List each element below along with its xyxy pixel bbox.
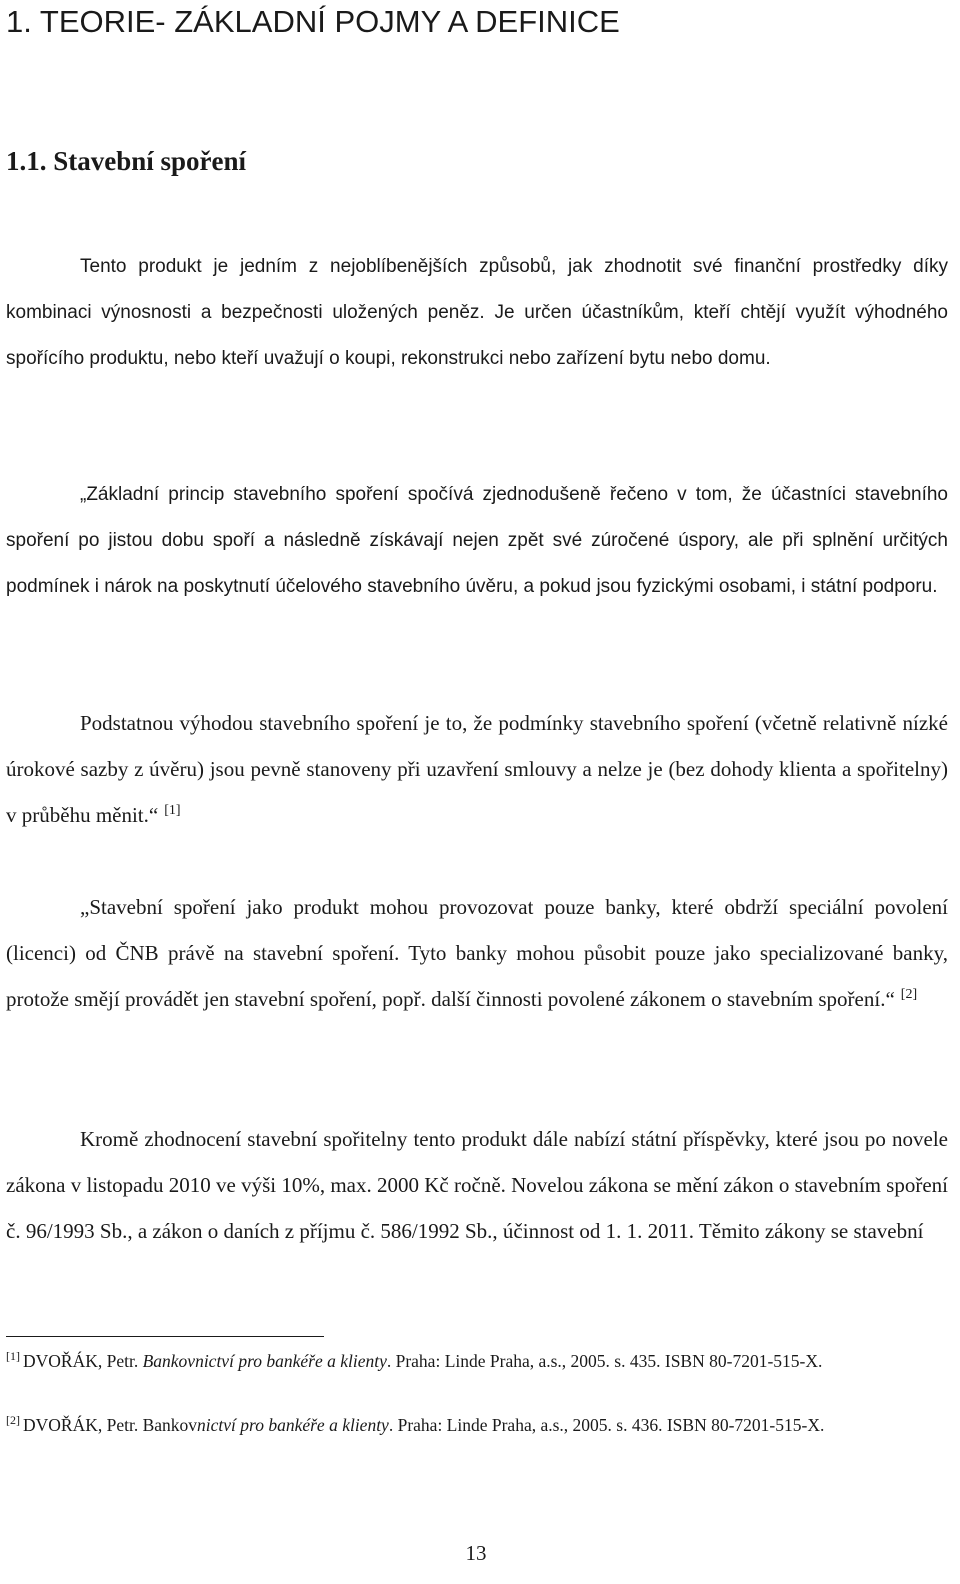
paragraph-principle-quote — [6, 472, 948, 610]
footnote-separator — [6, 1336, 324, 1337]
citation-ref-2: [2] — [900, 987, 918, 1002]
footnote-publication: . Praha: Linde Praha, a.s., 2005. s. 436. ISBN 80-7201-515-X. — [388, 1415, 825, 1435]
footnote-author: DVOŘÁK, Petr. — [23, 1415, 139, 1435]
footnote-mark: [2] — [6, 1413, 20, 1428]
footnote-1 — [6, 1346, 948, 1377]
footnote-publication: . Praha: Linde Praha, a.s., 2005. s. 435. ISBN 80-7201-515-X. — [386, 1351, 823, 1371]
paragraph-banks-quote — [6, 884, 948, 1022]
page-number: 13 — [465, 1541, 487, 1565]
citation-ref-1: [1] — [164, 803, 181, 818]
paragraph-intro — [6, 244, 948, 382]
paragraph-state-contribution — [6, 1116, 948, 1254]
paragraph-banks-text: „Stavební spoření jako produkt mohou provozovat pouze banky, které obdrží speciální povolení (licenci) od ČNB právě na stavební spoření. Tyto banky mohou působit pouze jako specializované banky, protože smějí provádět jen stavební spoření, popř. další činnosti povolené zákonem o stavebním spoření.“ — [6, 895, 948, 1011]
footnote-title-start: Bankov — [142, 1415, 198, 1435]
paragraph-advantage-quote — [6, 700, 948, 838]
footnote-title: nictví pro bankéře a klienty — [197, 1415, 389, 1435]
paragraph-advantage-text: Podstatnou výhodou stavebního spoření je to, že podmínky stavebního spoření (včetně relativně nízké úrokové sazby z úvěru) jsou pevně stanoveny při uzavření smlouvy a nelze je (bez dohody klienta a spořitelny) v průběhu měnit.“ — [6, 711, 948, 827]
paragraph-state-contribution-text: Kromě zhodnocení stavební spořitelny tento produkt dále nabízí státní příspěvky, které jsou po novele zákona v listopadu 2010 ve výši 10%, max. 2000 Kč ročně. Novelou zákona se mění zákon o stavebním spoření č. 96/1993 Sb., a zákon o daních z příjmu č. 586/1992 Sb., účinnost od 1. 1. 2011. Těmito zákony se stavební — [6, 1127, 948, 1243]
footnote-title: Bankovnictví pro bankéře a klienty — [142, 1351, 387, 1371]
paragraph-principle-text: „Základní princip stavebního spoření spočívá zjednodušeně řečeno v tom, že účastníci stavebního spoření po jistou dobu spoří a následně získávají nejen zpět své zúročené úspory, ale při splnění určitých podmínek i nárok na poskytnutí účelového stavebního úvěru, a pokud jsou fyzickými osobami, i státní podporu. — [6, 484, 948, 597]
footnote-mark: [1] — [6, 1349, 20, 1364]
section-heading: 1.1. Stavební spoření — [6, 146, 247, 176]
footnote-author: DVOŘÁK, Petr. — [23, 1351, 139, 1371]
footnote-2 — [6, 1410, 948, 1441]
paragraph-intro-text: Tento produkt je jedním z nejoblíbenějších způsobů, jak zhodnotit své finanční prostředky díky kombinaci výnosnosti a bezpečnosti uložených peněz. Je určen účastníkům, kteří chtějí využít výhodného spořícího produktu, nebo kteří uvažují o koupi, rekonstrukci nebo zařízení bytu nebo domu. — [6, 256, 948, 369]
chapter-heading: 1. TEORIE- ZÁKLADNÍ POJMY A DEFINICE — [6, 4, 620, 39]
